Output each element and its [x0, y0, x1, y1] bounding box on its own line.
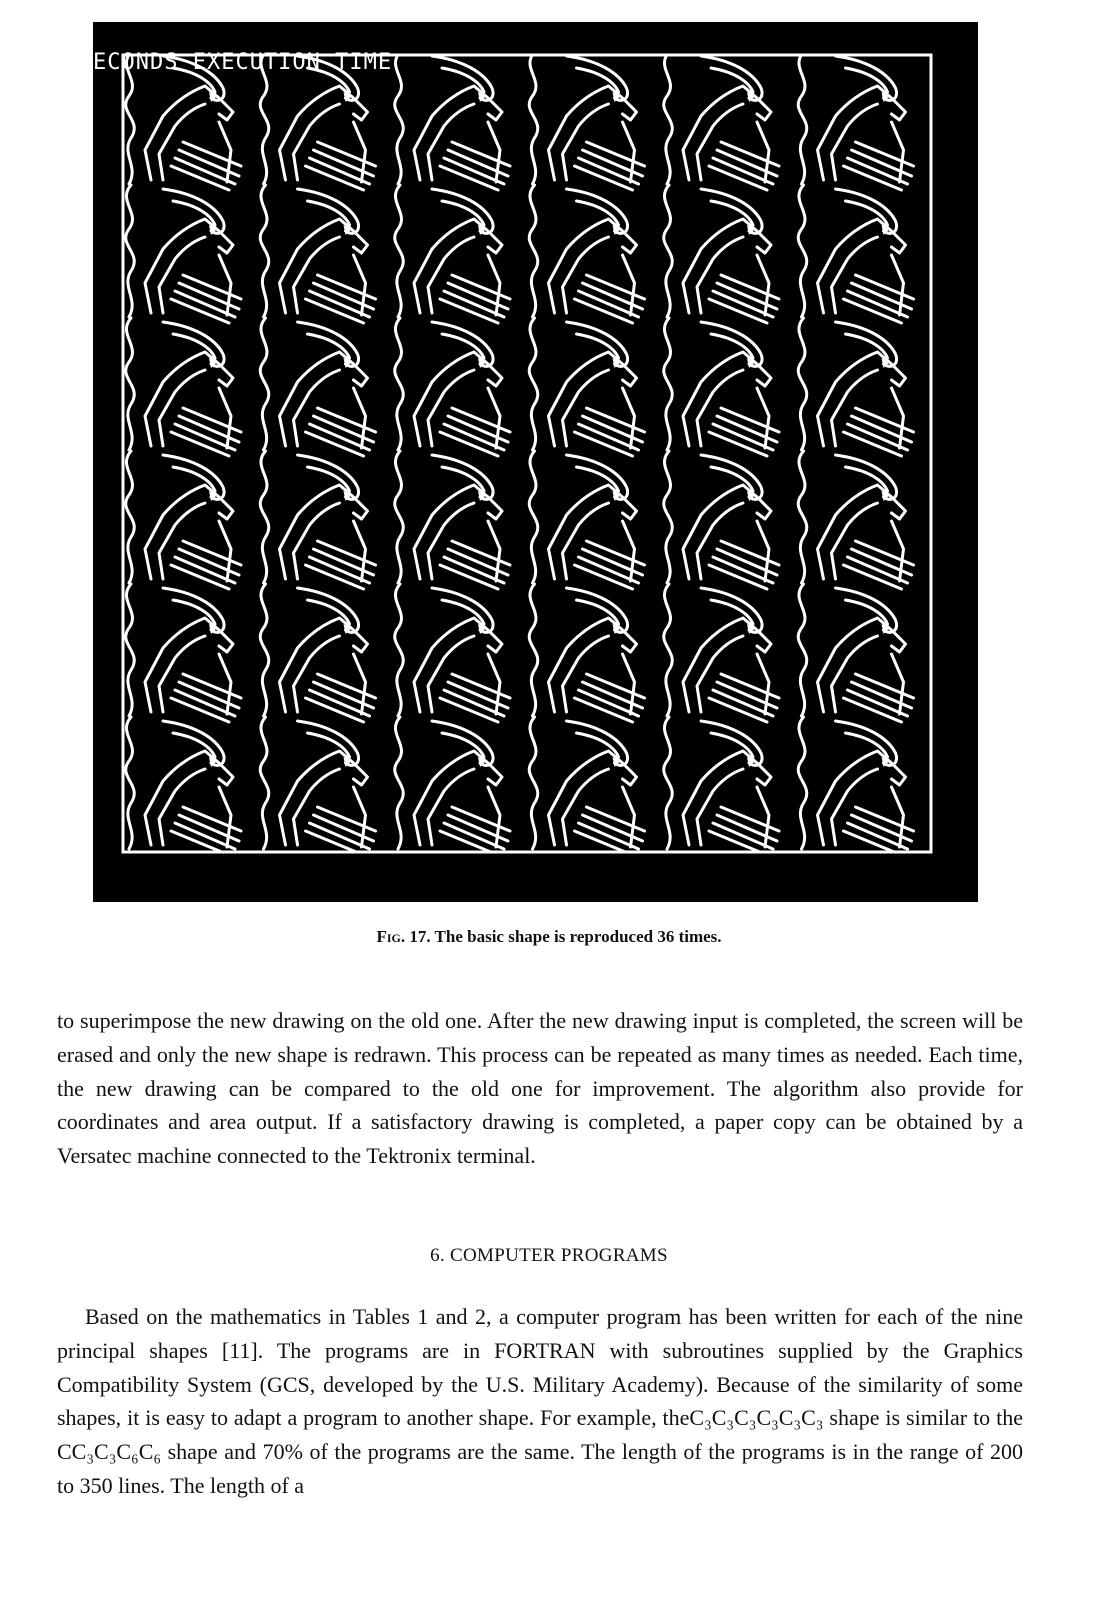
figure-caption-text: The basic shape is reproduced 36 times.: [434, 927, 722, 946]
tile-stroke: [529, 451, 537, 583]
tessellation-tile: [395, 584, 510, 722]
tile-stroke: [798, 451, 806, 583]
tile-stroke: [549, 352, 637, 446]
tessellation-tile: [529, 717, 644, 855]
tessellation-grid: [126, 52, 914, 855]
tile-stroke: [798, 52, 806, 184]
tile-stroke: [145, 352, 233, 446]
tile-stroke: [623, 255, 635, 315]
tile-stroke: [126, 318, 134, 450]
tile-stroke: [414, 86, 502, 180]
tile-stroke: [664, 584, 672, 716]
tile-stroke: [395, 318, 403, 450]
tile-stroke: [664, 185, 672, 317]
tile-stroke: [219, 388, 231, 448]
tile-stroke: [757, 255, 769, 315]
tile-stroke: [488, 521, 500, 581]
tile-stroke: [260, 717, 268, 849]
tessellation-tile: [395, 52, 510, 190]
tile-stroke: [414, 485, 502, 579]
tile-stroke: [757, 654, 769, 714]
tile-stroke: [414, 352, 502, 446]
tessellation-tile: [126, 451, 241, 589]
tile-stroke: [623, 388, 635, 448]
tile-stroke: [354, 654, 366, 714]
tile-stroke: [818, 219, 906, 313]
tile-stroke: [892, 521, 904, 581]
tile-stroke: [798, 318, 806, 450]
tile-stroke: [395, 52, 403, 184]
tile-stroke: [664, 52, 672, 184]
tessellation-tile: [664, 185, 779, 323]
tile-stroke: [529, 52, 537, 184]
tile-stroke: [260, 185, 268, 317]
tile-stroke: [892, 787, 904, 847]
tile-stroke: [395, 584, 403, 716]
tile-stroke: [683, 485, 771, 579]
tile-stroke: [798, 717, 806, 849]
tile-stroke: [549, 219, 637, 313]
tile-stroke: [260, 451, 268, 583]
figure-tessellation: [93, 22, 978, 902]
tile-stroke: [145, 485, 233, 579]
section-heading: 6. COMPUTER PROGRAMS: [430, 1245, 668, 1266]
tile-stroke: [664, 318, 672, 450]
tessellation-tile: [126, 717, 241, 855]
tile-stroke: [488, 255, 500, 315]
tile-stroke: [549, 86, 637, 180]
tile-stroke: [529, 318, 537, 450]
tile-stroke: [354, 521, 366, 581]
tessellation-tile: [395, 318, 510, 456]
tile-stroke: [757, 388, 769, 448]
tile-stroke: [683, 352, 771, 446]
tile-stroke: [488, 787, 500, 847]
tile-stroke: [683, 219, 771, 313]
tile-stroke: [529, 584, 537, 716]
tile-stroke: [260, 584, 268, 716]
tessellation-tile: [529, 52, 644, 190]
tessellation-tile: [260, 185, 375, 323]
figure-frame: [123, 55, 931, 852]
screen-overlay-text: ECONDS EXECUTION TIME: [93, 50, 393, 75]
tile-stroke: [395, 185, 403, 317]
body-paragraph-2: Based on the mathematics in Tables 1 and 2, a computer program has been written for each of the nine principal shapes [11]. The programs are in FORTRAN with subroutines supplied by the Graphics Compatibility System (GCS, developed by the U.S. Military Academy). Because of the similarity of some shapes, it is easy to adapt a program to another shape. For example, theC₃C₃C₃C₃C₃C₃ shape is similar to the CC₃C₃C₆C₆ shape and 70% of the programs are the same. The length of the programs is in the range of 200 to 350 lines. The length of a: [57, 1304, 1023, 1498]
tile-stroke: [757, 122, 769, 182]
tile-stroke: [892, 388, 904, 448]
tile-stroke: [260, 318, 268, 450]
tile-stroke: [549, 618, 637, 712]
tile-stroke: [683, 618, 771, 712]
tessellation-tile: [798, 318, 913, 456]
tile-stroke: [145, 86, 233, 180]
tile-stroke: [280, 485, 368, 579]
tile-stroke: [126, 717, 134, 849]
tile-stroke: [892, 654, 904, 714]
tessellation-tile: [395, 717, 510, 855]
tile-stroke: [126, 185, 134, 317]
tile-stroke: [549, 751, 637, 845]
tile-stroke: [354, 388, 366, 448]
tessellation-tile: [260, 318, 375, 456]
tile-stroke: [280, 352, 368, 446]
tile-stroke: [395, 717, 403, 849]
tile-stroke: [219, 787, 231, 847]
tile-stroke: [798, 584, 806, 716]
tile-stroke: [414, 618, 502, 712]
tessellation-tile: [798, 451, 913, 589]
tessellation-tile: [664, 584, 779, 722]
tessellation-tile: [664, 717, 779, 855]
tile-stroke: [818, 618, 906, 712]
tile-stroke: [414, 219, 502, 313]
tile-stroke: [280, 618, 368, 712]
tessellation-tile: [529, 185, 644, 323]
tessellation-tile: [798, 584, 913, 722]
tile-stroke: [798, 185, 806, 317]
tessellation-drawing: [93, 22, 978, 902]
tessellation-tile: [395, 185, 510, 323]
tile-stroke: [126, 451, 134, 583]
tessellation-tile: [395, 451, 510, 589]
figure-caption-label: Fig. 17.: [376, 927, 431, 946]
tessellation-tile: [529, 451, 644, 589]
tile-stroke: [529, 717, 537, 849]
tessellation-tile: [664, 52, 779, 190]
tile-stroke: [280, 86, 368, 180]
tile-stroke: [219, 521, 231, 581]
tile-stroke: [145, 618, 233, 712]
tessellation-tile: [529, 318, 644, 456]
tile-stroke: [395, 451, 403, 583]
tessellation-tile: [126, 318, 241, 456]
tile-stroke: [664, 451, 672, 583]
tile-stroke: [488, 122, 500, 182]
tile-stroke: [757, 787, 769, 847]
tessellation-tile: [664, 451, 779, 589]
tile-stroke: [145, 219, 233, 313]
tile-stroke: [623, 521, 635, 581]
figure-caption: [0, 927, 1098, 947]
tile-stroke: [488, 654, 500, 714]
tile-stroke: [664, 717, 672, 849]
tessellation-tile: [798, 52, 913, 190]
tile-stroke: [280, 219, 368, 313]
tessellation-tile: [798, 717, 913, 855]
tile-stroke: [219, 255, 231, 315]
tessellation-tile: [126, 185, 241, 323]
tile-stroke: [414, 751, 502, 845]
tile-stroke: [623, 654, 635, 714]
tile-stroke: [219, 654, 231, 714]
tessellation-tile: [126, 584, 241, 722]
tessellation-tile: [260, 584, 375, 722]
tile-stroke: [683, 751, 771, 845]
tessellation-tile: [529, 584, 644, 722]
tile-stroke: [818, 86, 906, 180]
tile-stroke: [683, 86, 771, 180]
tile-stroke: [354, 255, 366, 315]
tile-stroke: [529, 185, 537, 317]
tile-stroke: [818, 352, 906, 446]
tile-stroke: [549, 485, 637, 579]
body-paragraph-1: to superimpose the new drawing on the old one. After the new drawing input is completed, the screen will be erased and only the new shape is redrawn. This process can be repeated as many times as needed. Each time, the new drawing can be compared to the old one for improvement. The algorithm also provide for coordinates and area output. If a satisfactory drawing is completed, a paper copy can be obtained by a Versatec machine connected to the Tektronix terminal.: [57, 1008, 1023, 1169]
tile-stroke: [892, 255, 904, 315]
tile-stroke: [757, 521, 769, 581]
tile-stroke: [219, 122, 231, 182]
tessellation-tile: [664, 318, 779, 456]
tile-stroke: [818, 751, 906, 845]
tile-stroke: [818, 485, 906, 579]
tile-stroke: [488, 388, 500, 448]
tile-stroke: [354, 787, 366, 847]
tile-stroke: [623, 122, 635, 182]
tile-stroke: [280, 751, 368, 845]
tile-stroke: [623, 787, 635, 847]
tessellation-tile: [260, 717, 375, 855]
tessellation-tile: [798, 185, 913, 323]
tile-stroke: [354, 122, 366, 182]
tile-stroke: [126, 584, 134, 716]
tile-stroke: [145, 751, 233, 845]
tile-stroke: [892, 122, 904, 182]
tessellation-tile: [260, 451, 375, 589]
